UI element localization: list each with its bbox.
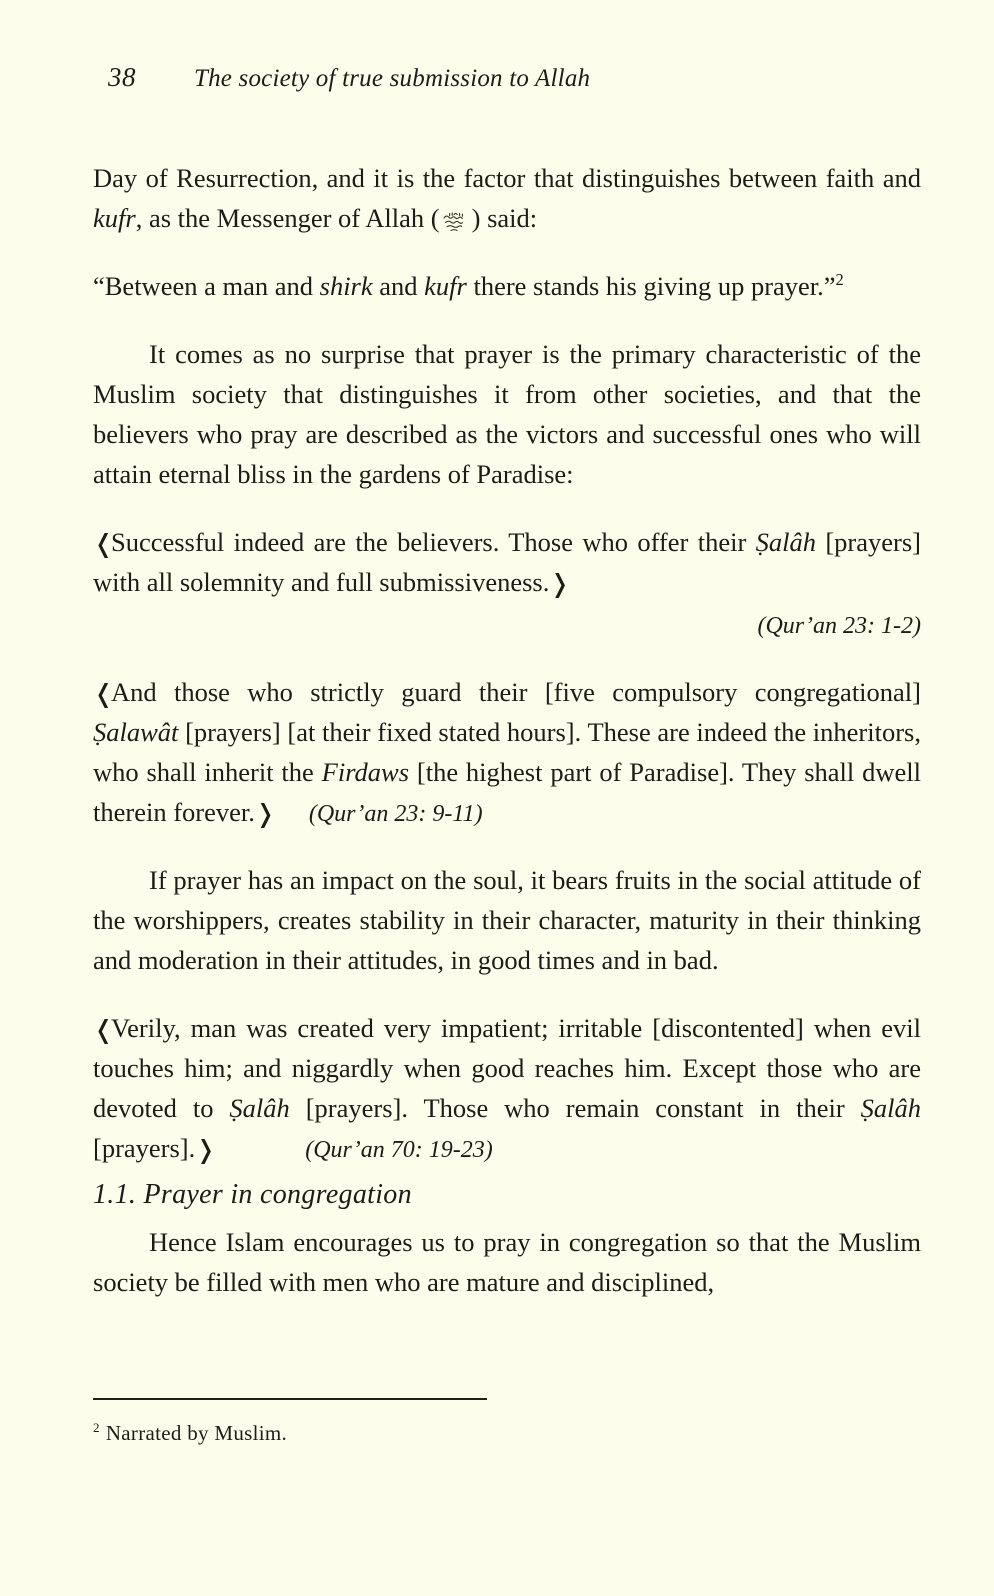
para1-text-c: ) said: [471,203,538,233]
para2-text-c: there stands his giving up prayer.” [466,271,836,301]
para2-text-b: and [372,271,425,301]
quote3-italic-salah-2: Ṣalâh [860,1093,921,1123]
paragraph-congregation-intro: Hence Islam encourages us to pray in congregation so that the Muslim society be filled with men who are mature and disciplined, [93,1227,921,1297]
quran-bracket-open-icon: ❬ [93,679,113,708]
para1-text-b: , as the Messenger of Allah ( [135,203,440,233]
paragraph-continuation [93,158,921,238]
quote3-text-b: [prayers]. Those who remain constant in their [289,1093,861,1123]
quran-citation-23-1-2: (Qur’an 23: 1-2) [757,613,921,639]
para2-italic-shirk: shirk [319,271,373,301]
page-number: 38 [108,62,136,92]
paragraph-prayer-characteristic: It comes as no surprise that prayer is the primary characteristic of the Muslim society that distinguishes it from other societies, and that the believers who pray are described as the victors and successful ones who will attain eternal bliss in the gardens of Paradise: [93,339,921,489]
quote1-text-b: [prayers] with all solemnity and full submissiveness. [93,527,921,597]
footnote-entry-2 [93,1418,921,1448]
paragraph-hadith-quote [93,266,921,306]
page-body [93,158,921,1302]
quote2-text-a: And those who strictly guard their [five compulsory congregational] [110,677,921,707]
para2-italic-kufr: kufr [424,271,467,301]
quran-bracket-close-icon: ❭ [549,569,570,598]
quote2-text-c: [the highest part of Paradise]. They shall dwell therein forever. [93,757,921,827]
quote2-text-b: [prayers] [at their fixed stated hours]. These are indeed the inheritors, who shall inherit the [93,717,921,787]
quote1-italic-salah: Ṣalâh [755,527,816,557]
running-header [108,62,928,93]
quran-quote-23-1-2 [93,522,921,602]
footnote-reference-2[interactable]: 2 [835,270,844,290]
quran-bracket-close-icon: ❭ [195,1135,216,1164]
quran-quote-70-19-23 [93,1008,921,1170]
quran-citation-23-9-11: (Qur’an 23: 9-11) [308,801,483,827]
quote3-text-a: Verily, man was created very impatient; irritable [discontented] when evil touches him; and niggardly when good reaches him. Except those who are devoted to [93,1013,921,1123]
quran-bracket-open-icon: ❬ [93,1015,113,1044]
salawat-calligraphy-icon [441,209,471,235]
para2-text-a: “Between a man and [93,271,320,301]
quote3-italic-salah-1: Ṣalâh [229,1093,290,1123]
footnote-area [93,1398,921,1448]
quote3-text-c: [prayers]. [93,1133,196,1163]
quote1-text-a: Successful indeed are the believers. Those who offer their [110,527,756,557]
quran-bracket-open-icon: ❬ [93,529,113,558]
para1-italic-kufr: kufr [93,203,136,233]
footnote-text: Narrated by Muslim. [105,1421,288,1445]
running-title: The society of true submission to Allah [194,65,591,92]
quote2-italic-salawat: Ṣalawât [93,717,179,747]
section-heading-1-1: 1.1. Prayer in congregation [93,1179,412,1210]
footnote-separator-rule [93,1398,487,1400]
footnote-number: 2 [93,1420,100,1435]
quran-bracket-close-icon: ❭ [254,799,275,828]
paragraph-prayer-impact: If prayer has an impact on the soul, it bears fruits in the social attitude of the worshippers, creates stability in their character, maturity in their thinking and moderation in their attitudes, in good times and in bad. [93,865,921,975]
quote2-italic-firdaws: Firdaws [321,757,410,787]
para1-text-a: Day of Resurrection, and it is the factor that distinguishes between faith and [93,163,921,193]
quran-citation-70-19-23: (Qur’an 70: 19-23) [305,1137,493,1163]
quran-quote-23-9-11 [93,672,921,834]
